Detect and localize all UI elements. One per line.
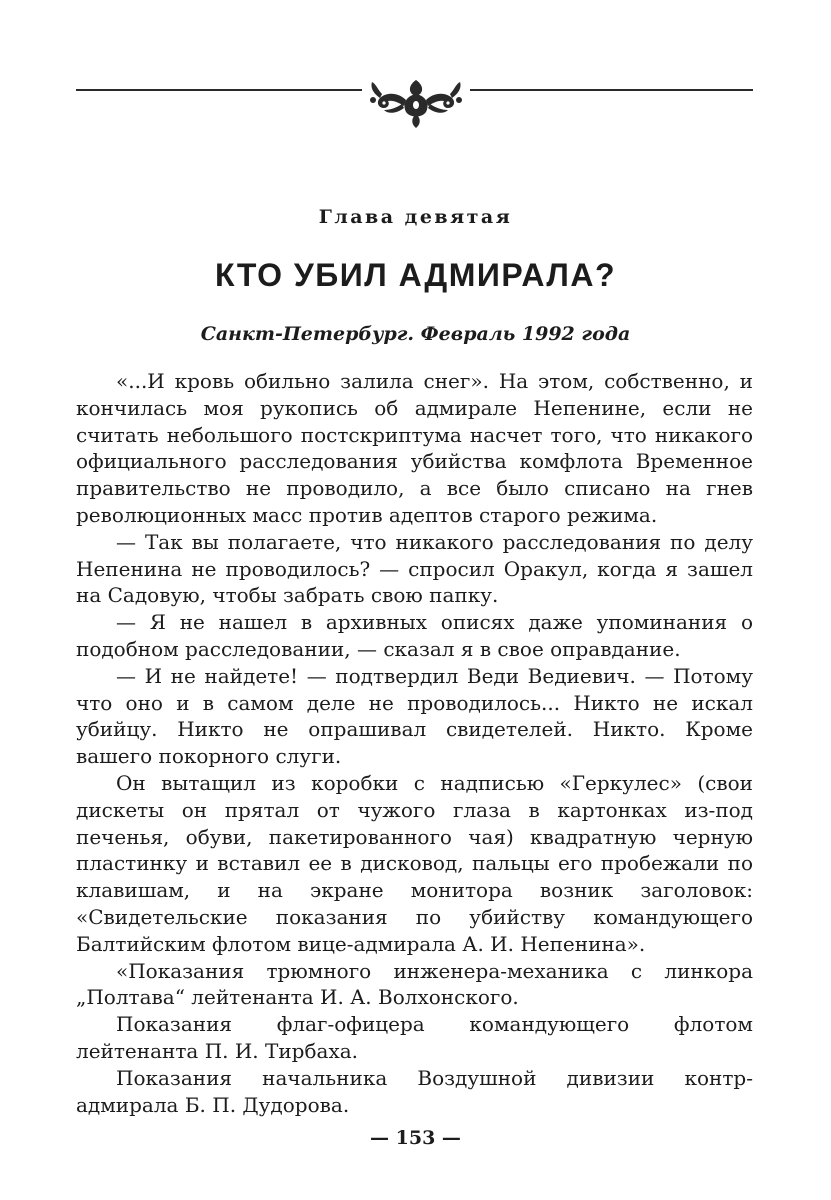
- chapter-title: КТО УБИЛ АДМИРАЛА?: [215, 257, 616, 293]
- body-text: [76, 368, 753, 1118]
- paragraph: Он вытащил из коробки с надписью «Геркулес» (свои дискеты он прятал от чужого глаза в картонках из-под печенья, обуви, пакетированного чая) квадратную черную пластинку и вставил ее в дисковод, пальцы его пробежали по клавишам, и на экране монитора возник заголовок: «Свидетельские показания по убийству командующего Балтийским флотом вице-адмирала А. И. Непенина».: [76, 770, 753, 956]
- page-number: — 153 —: [370, 1127, 461, 1149]
- paragraph: — Так вы полагаете, что никакого расследования по делу Непенина не проводилось? — спросил Оракул, когда я зашел на Садовую, чтобы забрать свою папку.: [76, 529, 753, 608]
- paragraph: Показания начальника Воздушной дивизии контр-адмирала Б. П. Дудорова.: [76, 1065, 753, 1117]
- paragraph: «Показания трюмного инженера-механика с линкора „Полтава“ лейтенанта И. А. Волхонского.: [76, 958, 753, 1010]
- chapter-subtitle: Санкт-Петербург. Февраль 1992 года: [200, 323, 631, 345]
- paragraph: Показания флаг-офицера командующего флотом лейтенанта П. И. Тирбаха.: [76, 1012, 753, 1063]
- chapter-label: Глава девятая: [318, 206, 513, 228]
- floral-ornament-icon: [366, 74, 466, 130]
- header-rule-left: [76, 89, 362, 91]
- header-rule-right: [470, 89, 753, 91]
- paragraph: — Я не нашел в архивных описях даже упоминания о подобном расследовании, — сказал я в свое оправдание.: [76, 610, 753, 661]
- paragraph: «...И кровь обильно залила снег». На этом, собственно, и кончилась моя рукопись об адмирале Непенине, если не считать небольшого постскриптума насчет того, что никакого официального расследования убийства комфлота Временное правительство не проводило, а все было списано на гнев революционных масс против адептов старого режима.: [76, 369, 753, 527]
- paragraph: — И не найдете! — подтвердил Веди Ведиевич. — Потому что оно и в самом деле не проводилось... Никто не искал убийцу. Никто не опрашивал свидетелей. Никто. Кроме вашего покорного слуги.: [76, 663, 753, 769]
